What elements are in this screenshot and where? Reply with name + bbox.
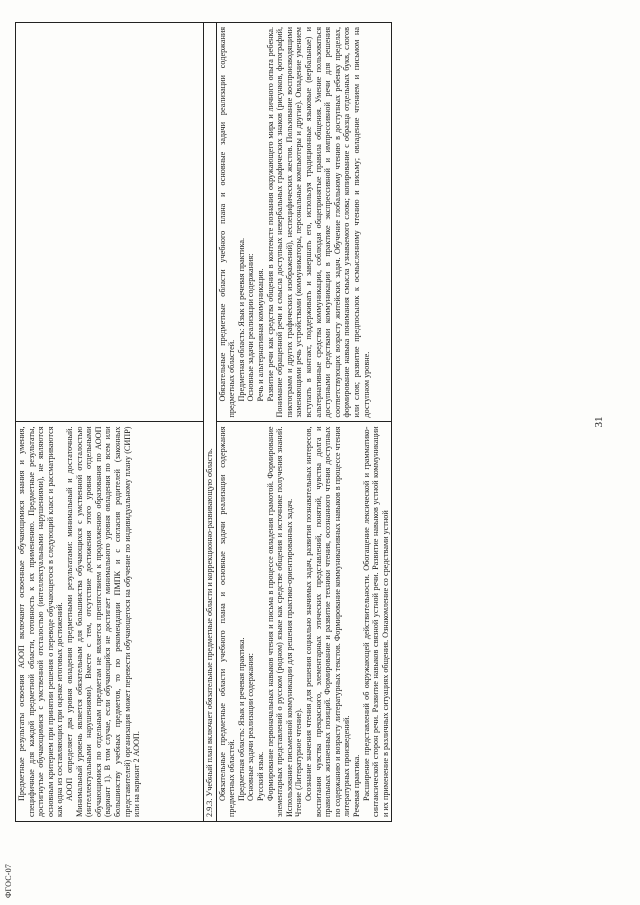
lower-left-cell	[216, 422, 392, 822]
document-code: ФГОС-07	[4, 863, 13, 898]
paragraph: Речевая практика.	[351, 754, 361, 817]
rotated-document	[15, 22, 615, 822]
paragraph: Осознание значения чтения для решения социально значимых задач, развития познавательных интересов, воспитания чувства прекрасного, элементарных этических представлений, понятий, чувства долга и правильных жизненных позиций. Формирование и развитие техники чтения, осознанного чтения доступных по содержанию и возрасту литературных текстов. Формирование коммуникативных навыков в процессе чтения литературных произведений.	[303, 426, 352, 817]
paragraph: Предметные результаты освоения АООП включают освоенные обучающимися знания и умения, специфичные для каждой предметной области, готовность к их применению. Предметные результаты, достигнутые обучающимися с умственной отсталостью (интеллектуальными нарушениями), не являются основным критерием при принятии решения о переводе обучающегося в следующий класс и рассматриваются как одна из составляющих при оценке итоговых достижений.	[17, 426, 65, 817]
lower-right-cell	[216, 23, 392, 423]
paragraph: Предметная область: Язык и речевая практика.	[236, 637, 246, 801]
paragraph: Речь и альтернативная коммуникация.	[255, 268, 265, 402]
paragraph: Предметная область: Язык и речевая практика.	[236, 237, 246, 402]
upper-left-cell	[16, 422, 204, 822]
paragraph: Основные задачи реализации содержания:	[246, 653, 256, 801]
paragraph: Русский язык.	[255, 751, 265, 801]
section-header: 2.9.3. Учебный план включает обязательные предметные области и коррекционно-развивающую область.	[204, 23, 217, 822]
paragraph: Формирование первоначальных навыков чтения и письма в процессе овладения грамотой. Формирование элементарных представлений о русском (родном) языке как средстве общения и источнике получения знаний. Использование письменной коммуникации для решения практико-ориентированных задач.	[265, 426, 294, 817]
page-number: 31	[593, 416, 605, 428]
upper-right-cell	[16, 23, 204, 423]
paragraph: Развитие речи как средства общения в контексте познания окружающего мира и личного опыта ребенка. Понимание обращенной речи и смысла доступных невербальных графических знаков (рисунков, фотографий, пиктограмм и других графических изображений), неспецифических жестов. Пользование воспроизводящими заменяющими речь устройствами (коммуникаторы, персональные компьютеры и другие). Овладение умением вступать в контакт, поддерживать и завершать его, используя традиционные языковые (вербальные) и альтернативные средства коммуникации, соблюдая общепринятые правила общения. Умение пользоваться доступными средствами коммуникации в практике экспрессивной и импрессивной речи для решения соответствующих возрасту житейских задач. Обучение глобальному чтению в доступных ребенку пределах, формирование навыка понимания смысла узнаваемого слова; копирование с образца отдельных букв, слогов или слов; развитие предпосылок к осмысленному чтению и письму; овладение чтением и письмом на доступном уровне.	[265, 27, 371, 418]
upper-row	[16, 23, 204, 822]
paragraph: Основные задачи реализации содержания:	[246, 253, 256, 402]
section-row	[204, 23, 217, 822]
paragraph: АООП определяет два уровня овладения предметными результатами: минимальный и достаточный. Минимальный уровень является обязательным для большинства обучающихся с умственной отсталостью (интеллектуальными нарушениями). Вместе с тем, отсутствие достижения этого уровня отдельными обучающимися по отдельным предметам не является препятствием к продолжению образования по АООП (вариант 1). В том случае, если обучающийся не достигает минимального уровня овладения по всем или большинству учебных предметов, то по рекомендации ПМПК и с согласия родителей (законных представителей) организация может перевести обучающегося на обучение по индивидуальному плану (СИПР) или на вариант 2 АООП.	[64, 426, 142, 817]
paragraph: Чтение (Литературное чтение).	[294, 708, 304, 817]
paragraph: Обязательные предметные области учебного плана и основные задачи реализации содержания предметных областей.	[217, 27, 237, 418]
paragraph: Расширение представлений об окружающей действительности. Обогащение лексической и грамматико-синтаксической сторон речи. Развитие навыков связной устной речи. Развитие навыков устной коммуникации и их применение в различных ситуациях общения. Ознакомление со средствами устной	[361, 426, 390, 817]
fgos-table	[15, 22, 392, 822]
paragraph: Обязательные предметные области учебного плана и основные задачи реализации содержания предметных областей.	[217, 426, 237, 817]
lower-row	[216, 23, 392, 822]
